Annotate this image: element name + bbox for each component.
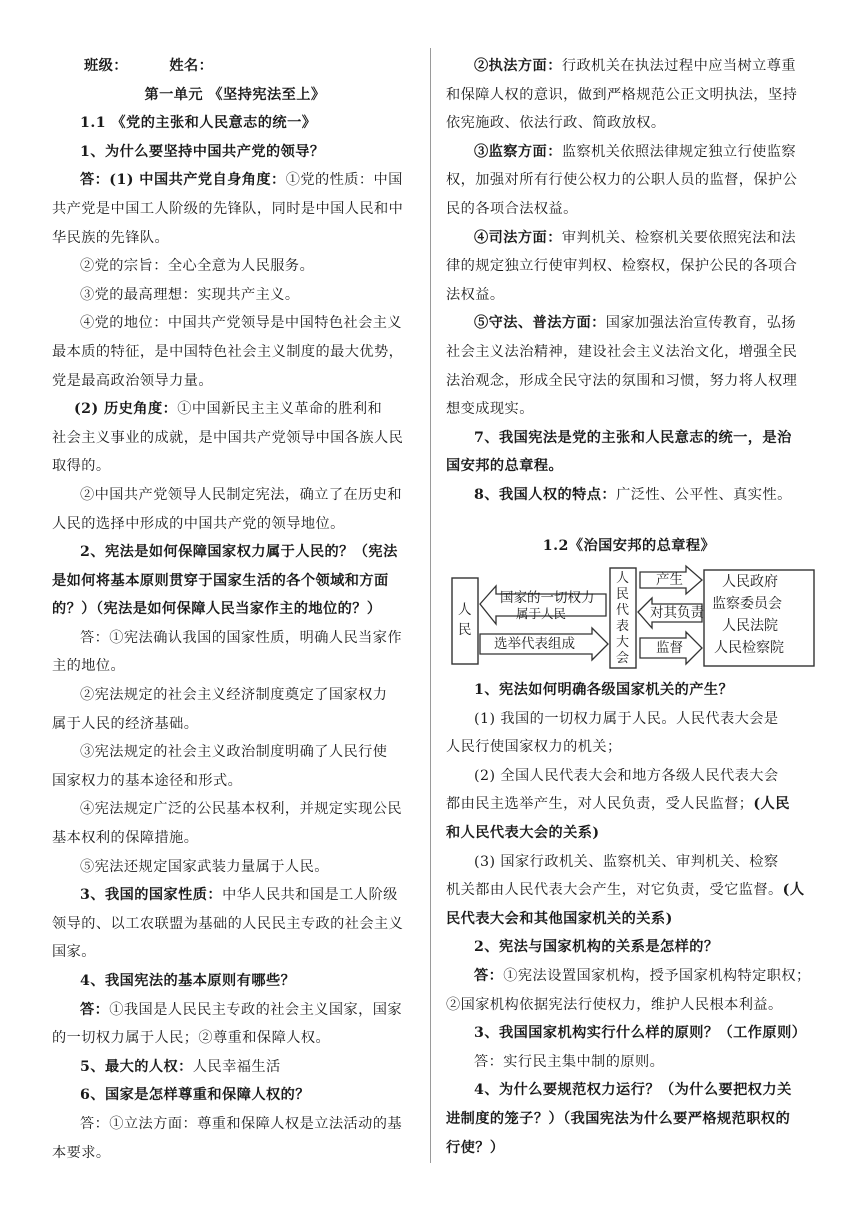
question-3-line <box>52 881 418 910</box>
question-5: 5、最大的人权： <box>80 1058 193 1075</box>
diagram-organ-supervision: 监察委员会 <box>712 596 782 613</box>
answer-text: 主的地位。 <box>52 658 126 675</box>
answer-note: (人民 <box>753 796 790 813</box>
answer-text: 社会主义法治精神，建设社会主义法治文化，增强全民 <box>446 343 798 360</box>
answer-6-5-line <box>446 309 812 338</box>
section-1-2-question-4: 4、为什么要规范权力运行？（为什么要把权力关 <box>474 1082 792 1099</box>
answer-text: 答：实行民主集中制的原则。 <box>474 1053 665 1070</box>
question-1: 1、为什么要坚持中国共产党的领导？ <box>80 143 325 160</box>
answer-text: 社会主义事业的成就，是中国共产党领导中国各族人民 <box>52 429 404 446</box>
state-organs-diagram <box>450 564 818 674</box>
answer-note: 民代表大会和其他国家机关的关系) <box>446 910 673 927</box>
answer-text: ①我国是人民民主专政的社会主义国家，国家 <box>109 1001 403 1018</box>
answer-text: ①宪法设置国家机构，授予国家机构特定职权； <box>503 968 811 985</box>
name-label: 姓名： <box>169 58 214 74</box>
answer-1-text: ①党的性质：中国 <box>285 172 403 189</box>
question-4-cont: 进制度的笼子？）（我国宪法为什么要严格规范职权的 <box>446 1111 791 1127</box>
question-3: 3、我国的国家性质： <box>80 887 223 904</box>
answer-text: 和保障人权的意识，做到严格规范公正文明执法，坚持 <box>446 86 798 103</box>
spacer <box>446 510 812 532</box>
answer-text: 权，加强对所有行使公权力的公职人员的监督，保护公 <box>446 172 798 189</box>
answer-text: 国家加强法治宣传教育，弘扬 <box>605 315 797 332</box>
answer-1-line <box>52 166 418 195</box>
point-7: 7、我国宪法是党的主张和人民意志的统一，是治 <box>474 429 792 446</box>
answer-text: (2) 全国人民代表大会和地方各级人民代表大会 <box>474 767 779 784</box>
answer-text: 人民的选择中形成的中国共产党的领导地位。 <box>52 515 345 532</box>
diagram-all-power-label: 国家的一切权力 <box>500 590 595 607</box>
answer-text: ⑤宪法还规定国家武装力量属于人民。 <box>80 858 329 875</box>
answer-text: 国家权力的基本途径和形式。 <box>52 772 243 789</box>
answer-text-line <box>446 790 812 819</box>
column-divider <box>430 48 431 1163</box>
answer-text: 广泛性、公平性、真实性。 <box>616 486 792 503</box>
answer-prefix: ②执法方面： <box>474 58 562 74</box>
diagram-belongs-label: 属于人民 <box>516 606 567 622</box>
answer-text: 国家。 <box>52 944 96 961</box>
answer-text: 民的各项合法权益。 <box>446 200 578 217</box>
point-8-line <box>446 481 812 510</box>
answer-6-4-line <box>446 224 812 253</box>
diagram-organ-court: 人民法院 <box>722 618 778 635</box>
answer-text: 依宪施政、依法行政、简政放权。 <box>446 115 666 132</box>
question-2: 2、宪法是如何保障国家权力属于人民的？（宪法 <box>80 544 398 561</box>
answer-text: 华民族的先锋队。 <box>52 229 170 246</box>
question-2-cont: 是如何将基本原则贯穿于国家生活的各个领域和方面 <box>52 572 389 589</box>
answer-text: ②宪法规定的社会主义经济制度奠定了国家权力 <box>80 687 388 704</box>
answer-text: 领导的、以工农联盟为基础的人民民主专政的社会主义 <box>52 915 404 932</box>
answer-text: 行政机关在执法过程中应当树立尊重 <box>561 58 797 74</box>
point-7-cont: 国安邦的总章程。 <box>446 458 564 475</box>
unit-title: 第一单元 《坚持宪法至上》 <box>144 86 326 103</box>
answer-text: ③宪法规定的社会主义政治制度明确了人民行使 <box>80 744 388 761</box>
answer-text: 法权益。 <box>446 286 505 303</box>
answer-text: 基本权利的保障措施。 <box>52 830 199 847</box>
answer-text: 党是最高政治领导力量。 <box>52 372 214 389</box>
answer-text: ②党的宗旨：全心全意为人民服务。 <box>80 258 315 275</box>
answer-text: ②中国共产党领导人民制定宪法，确立了在历史和 <box>80 486 403 503</box>
section-1-2-question-1: 1、宪法如何明确各级国家机关的产生？ <box>474 682 734 699</box>
answer-prefix: 答： <box>474 968 504 985</box>
answer-text: 取得的。 <box>52 458 111 475</box>
answer-prefix: ⑤守法、普法方面： <box>474 315 606 332</box>
answer-text: 答：①宪法确认我国的国家性质，明确人民当家作 <box>80 629 403 646</box>
answer-text: 法治观念，形成全民守法的氛围和习惯，努力将人权理 <box>446 372 798 389</box>
question-5-line <box>52 1053 418 1082</box>
student-info-line <box>52 52 418 81</box>
answer-text: ④宪法规定广泛的公民基本权利，并规定实现公民 <box>80 801 403 818</box>
question-4: 4、我国宪法的基本原则有哪些？ <box>80 973 296 989</box>
answer-1-prefix: 答：(1) 中国共产党自身角度： <box>80 172 286 189</box>
diagram-responsible-label: 对其负责 <box>650 605 704 622</box>
question-4-cont: 行使？） <box>446 1139 505 1156</box>
answer-1b-text: ①中国新民主主义革命的胜利和 <box>177 401 383 418</box>
answer-text: 监察机关依照法律规定独立行使监察 <box>561 143 797 160</box>
diagram-people-label: 人民 <box>458 602 472 639</box>
diagram-organ-procuratorate: 人民检察院 <box>714 640 784 657</box>
answer-note: (人 <box>782 882 805 899</box>
answer-text: 尊重和保障人权是立法活动的基 <box>197 1115 403 1132</box>
answer-text: 人民幸福生活 <box>192 1058 281 1075</box>
section-title-1-1: 1.1 《党的主张和人民意志的统一》 <box>80 115 317 132</box>
answer-text: 本要求。 <box>52 1144 111 1161</box>
answer-text: (1) 我国的一切权力属于人民。人民代表大会是 <box>474 710 779 727</box>
answer-text: 的一切权力属于人民；②尊重和保障人权。 <box>52 1030 331 1047</box>
diagram-elect-label: 选举代表组成 <box>494 636 575 653</box>
diagram-npc-label: 人民代表大会 <box>616 571 630 667</box>
answer-text: 想变成现实。 <box>446 401 534 418</box>
section-title-1-2: 1.2《治国安邦的总章程》 <box>542 537 716 554</box>
question-6: 6、国家是怎样尊重和保障人权的？ <box>80 1087 310 1104</box>
answer-text: 共产党是中国工人阶级的先锋队，同时是中国人民和中 <box>52 200 404 217</box>
answer-prefix: 答：①立法方面： <box>80 1115 198 1132</box>
answer-6-3-line <box>446 138 812 167</box>
answer-note: 和人民代表大会的关系) <box>446 825 600 842</box>
section-1-2-question-3: 3、我国国家机构实行什么样的原则？（工作原则） <box>474 1025 807 1042</box>
diagram-organ-government: 人民政府 <box>722 574 778 591</box>
answer-text: 最本质的特征，是中国特色社会主义制度的最大优势， <box>52 343 404 360</box>
answer-text: 人民行使国家权力的机关； <box>446 739 622 756</box>
left-column <box>52 52 418 1167</box>
answer-4-line <box>52 996 418 1025</box>
right-column <box>446 52 812 1162</box>
answer-6-line <box>52 1110 418 1139</box>
answer-1b-line <box>52 395 418 424</box>
answer-text: ④党的地位：中国共产党领导是中国特色社会主义 <box>80 315 403 332</box>
answer-text: ③党的最高理想：实现共产主义。 <box>80 286 300 303</box>
answer-text: 属于人民的经济基础。 <box>52 715 199 732</box>
answer-text: ②国家机构依据宪法行使权力，维护人民根本利益。 <box>446 996 783 1013</box>
diagram-produce-label: 产生 <box>656 572 683 589</box>
class-label: 班级： <box>84 58 128 74</box>
answer-text: 机关都由人民代表大会产生，对它负责，受它监督。 <box>446 882 783 899</box>
point-8: 8、我国人权的特点： <box>474 486 617 503</box>
answer-text: (3) 国家行政机关、监察机关、审判机关、检察 <box>474 853 779 870</box>
answer-line <box>446 962 812 991</box>
answer-6-2-line <box>446 52 812 81</box>
answer-1b-prefix: (2) 历史角度： <box>74 401 178 418</box>
diagram-supervise-label: 监督 <box>656 640 683 657</box>
answer-prefix: ④司法方面： <box>474 229 562 246</box>
answer-text: 中华人民共和国是工人阶级 <box>222 887 398 904</box>
answer-text: 律的规定独立行使审判权、检察权，保护公民的各项合 <box>446 258 798 275</box>
section-1-2-question-2: 2、宪法与国家机构的关系是怎样的？ <box>474 939 719 956</box>
question-2-cont: 的？）（宪法是如何保障人民当家作主的地位的？） <box>52 601 382 618</box>
answer-text: 都由民主选举产生，对人民负责，受人民监督； <box>446 796 754 813</box>
answer-text-line <box>446 876 812 905</box>
answer-text: 审判机关、检察机关要依照宪法和法 <box>561 229 797 246</box>
answer-prefix: ③监察方面： <box>474 143 562 160</box>
answer-prefix: 答： <box>80 1001 110 1018</box>
